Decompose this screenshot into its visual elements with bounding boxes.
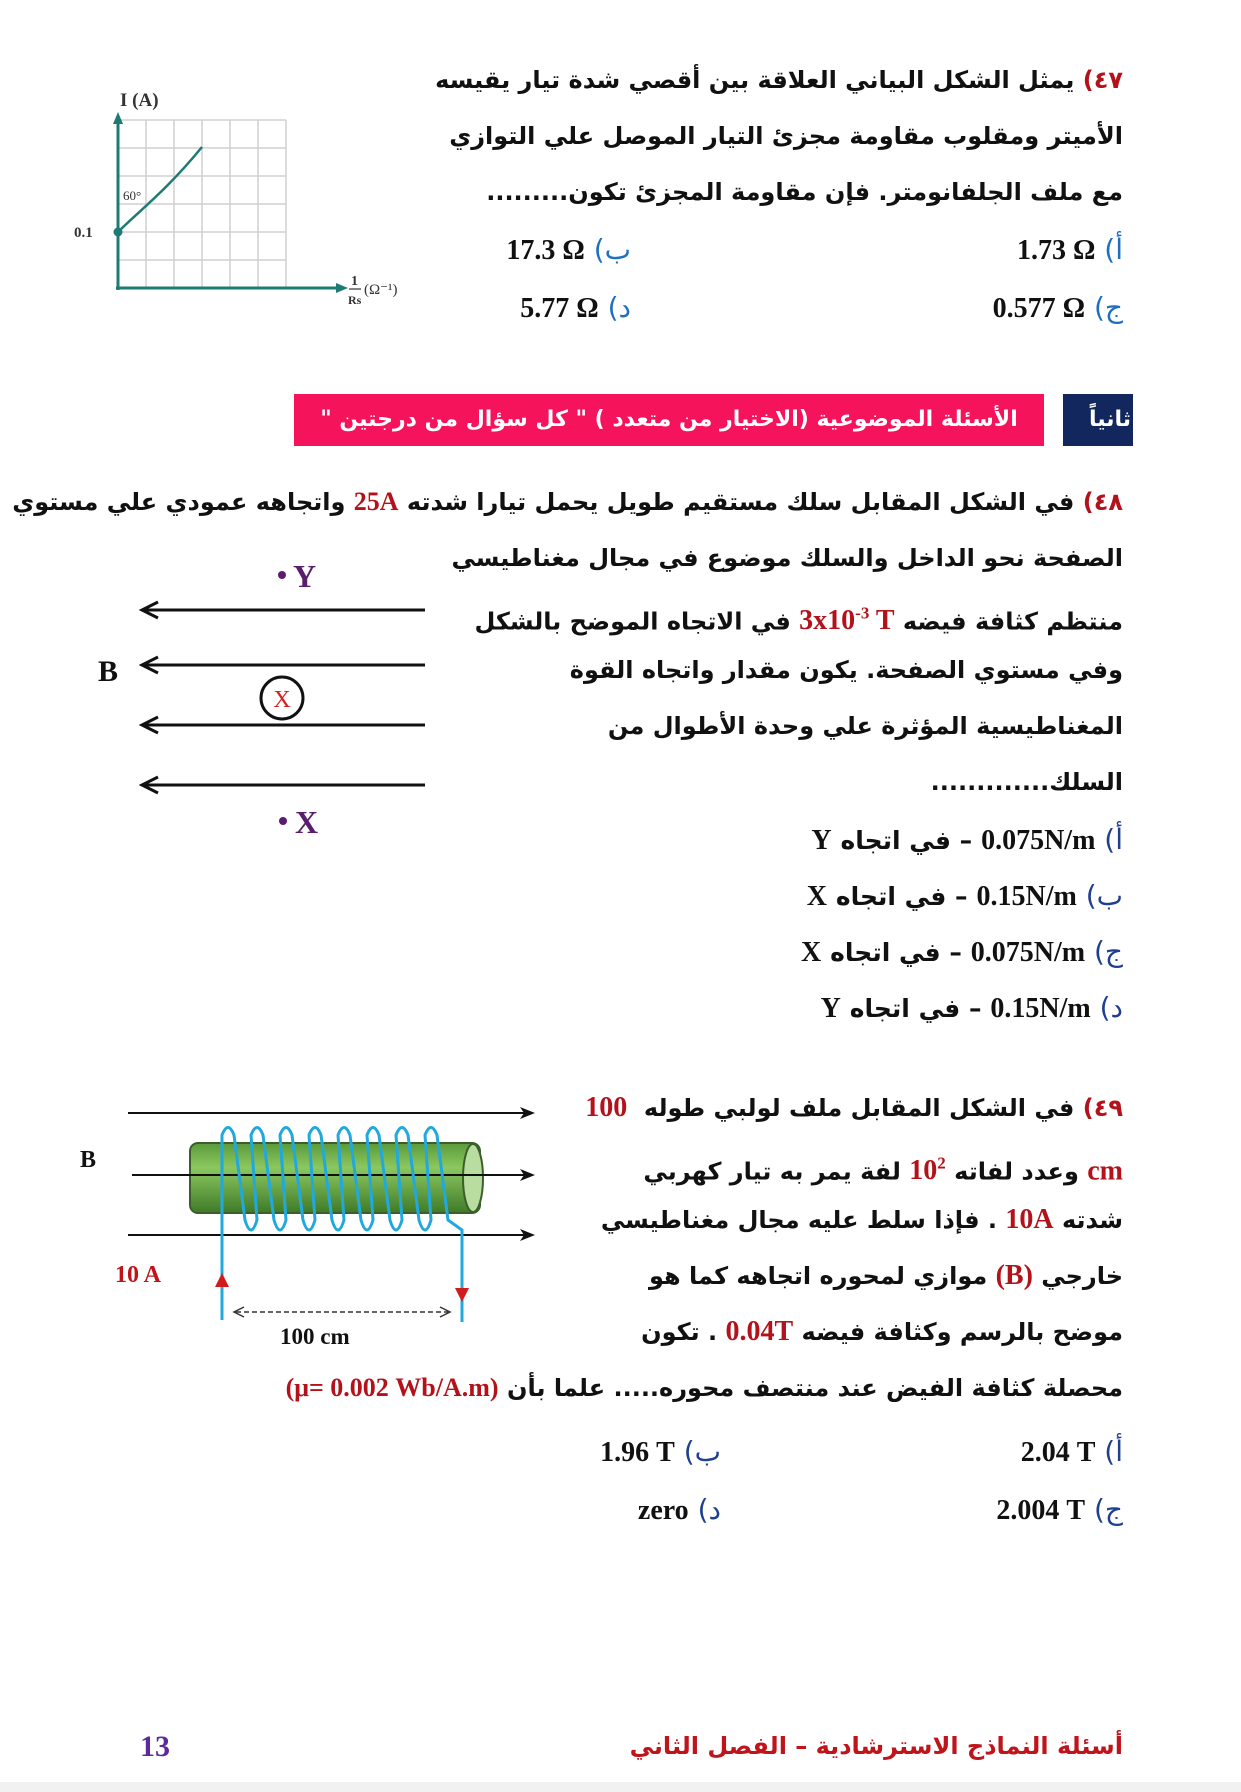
q48-line-3	[474, 586, 1123, 649]
q47-line-3: مع ملف الجلفانومتر. فإن مقاومة المجزئ تكون.........	[486, 178, 1123, 206]
point-y-label: Y	[293, 558, 317, 594]
q48-line-5: المغناطيسية المؤثرة علي وحدة الأطوال من	[607, 712, 1123, 740]
option-value: 0.075N/m	[981, 825, 1096, 856]
q48-text: في الاتجاه الموضح بالشكل	[474, 607, 791, 636]
point-x-dot	[279, 817, 287, 825]
current-in-arrow-icon	[215, 1273, 229, 1287]
option-value: 0.075N/m	[970, 937, 1086, 968]
page-number: 13	[140, 1730, 170, 1763]
field-label-b: B	[98, 655, 119, 688]
q49-text: خارجي	[1041, 1262, 1123, 1290]
option-value: 2.004 T	[996, 1495, 1086, 1526]
q48-line-1	[12, 474, 1123, 530]
y-axis-arrow-icon	[113, 112, 123, 124]
q48-text: واتجاهه عمودي علي مستوي	[12, 488, 346, 516]
q49-text: . فإذا سلط عليه مجال مغناطيسي	[600, 1206, 998, 1234]
q48-number: ٤٨)	[1082, 488, 1123, 516]
option-direction: X	[806, 881, 827, 912]
solenoid-current-label: 10 A	[115, 1262, 162, 1288]
option-label: ب)	[1085, 879, 1123, 912]
option-value: 0.15N/m	[976, 881, 1077, 912]
q48-flux-density: $3x10^{-3}$ T	[799, 604, 895, 637]
x-axis-unit: (Ω⁻¹)	[364, 282, 398, 298]
q49-option-c[interactable]	[996, 1482, 1123, 1539]
graph-grid	[118, 120, 286, 288]
q49-field-value: 0.04T	[725, 1316, 794, 1347]
option-label: أ)	[1104, 233, 1123, 266]
option-label: د)	[1099, 991, 1123, 1024]
q49-number: ٤٩)	[1082, 1094, 1123, 1122]
option-label: ب)	[683, 1435, 721, 1468]
q49-text: لفة يمر به تيار كهربي	[643, 1157, 901, 1186]
q49-length-value: 100	[585, 1092, 628, 1123]
x-axis-label-denominator: Rs	[348, 293, 362, 307]
q47-option-b[interactable]	[506, 222, 631, 279]
q48-current-value: 25A	[353, 487, 399, 516]
angle-label: 60°	[123, 188, 142, 203]
option-label: ج)	[1094, 935, 1123, 968]
section-banner: الأسئلة الموضوعية (الاختيار من متعدد ) " كل سؤال من درجتين "	[294, 394, 1044, 446]
q49-field-symbol: (B)	[995, 1260, 1033, 1291]
q48-option-d[interactable]	[821, 980, 1123, 1037]
q49-option-b[interactable]	[600, 1424, 721, 1481]
q48-line-4: وفي مستوي الصفحة. يكون مقدار واتجاه القوة	[569, 656, 1123, 684]
solenoid-field-label: B	[80, 1147, 97, 1173]
x-axis-arrow-icon	[336, 283, 348, 293]
option-direction: X	[801, 937, 822, 968]
option-label: ب)	[593, 233, 631, 266]
option-direction: Y	[811, 825, 832, 856]
q49-line-2	[643, 1136, 1123, 1199]
intercept-label: 0.1	[74, 225, 93, 241]
q48-option-a[interactable]	[811, 812, 1123, 869]
q49-option-d[interactable]	[638, 1482, 721, 1539]
option-text: – في اتجاه	[830, 938, 962, 967]
option-label: ج)	[1094, 1493, 1123, 1526]
core-end	[463, 1144, 483, 1212]
q49-text: موضح بالرسم وكثافة فيضه	[801, 1318, 1123, 1346]
option-value: 2.04 T	[1020, 1437, 1096, 1468]
q49-line-3	[601, 1192, 1123, 1248]
option-value: 17.3 Ω	[506, 235, 585, 266]
option-label: د)	[697, 1493, 721, 1526]
q49-text: في الشكل المقابل ملف لولبي طوله	[643, 1094, 1075, 1122]
current-out-arrow-icon	[455, 1288, 469, 1302]
q48-text: في الشكل المقابل سلك مستقيم طويل يحمل تيارا شدته	[406, 488, 1075, 516]
option-label: أ)	[1104, 823, 1123, 856]
q49-text: . تكون	[641, 1318, 718, 1346]
option-value: zero	[637, 1495, 689, 1526]
q47-line-1	[435, 52, 1123, 108]
option-text: – في اتجاه	[840, 826, 973, 855]
q49-permeability-value: (μ= 0.002 Wb/A.m)	[285, 1373, 499, 1402]
option-text: – في اتجاه	[835, 882, 968, 911]
option-label: ج)	[1094, 291, 1123, 324]
q47-line-2: الأميتر ومقلوب مقاومة مجزئ التيار الموصل علي التوازي	[449, 122, 1123, 150]
q49-line-4	[649, 1248, 1123, 1304]
q47-option-d[interactable]	[520, 280, 631, 337]
wire-symbol: X	[273, 687, 291, 713]
y-axis-label: I (A)	[120, 90, 159, 111]
footer-bar	[0, 1782, 1241, 1792]
q48-line-2: الصفحة نحو الداخل والسلك موضوع في مجال مغناطيسي	[451, 544, 1123, 572]
option-value: 5.77 Ω	[520, 293, 599, 324]
q49-length-unit: cm	[1087, 1155, 1123, 1187]
q47-number: ٤٧)	[1082, 66, 1123, 94]
solenoid-core	[190, 1143, 480, 1213]
q49-text: موازي لمحوره اتجاهه كما هو	[648, 1262, 988, 1290]
option-value: 1.73 Ω	[1016, 235, 1096, 266]
option-value: 1.96 T	[600, 1437, 675, 1468]
point-y-dot	[278, 571, 286, 579]
q49-text: شدته	[1061, 1206, 1123, 1234]
q49-text: محصلة كثافة الفيض عند منتصف محوره..... علما بأن	[506, 1374, 1123, 1402]
option-value: 0.577 Ω	[992, 293, 1086, 324]
q48-option-c[interactable]	[801, 924, 1123, 981]
q47-text-1: يمثل الشكل البياني العلاقة بين أقصي شدة تيار يقيسه	[435, 66, 1075, 94]
q49-figure	[70, 1090, 550, 1360]
intercept-point	[114, 228, 123, 237]
q49-line-5	[641, 1304, 1123, 1360]
q48-line-6: السلك.............	[930, 768, 1123, 796]
option-direction: Y	[820, 993, 841, 1024]
option-value: 0.15N/m	[990, 993, 1091, 1024]
q49-current-value: 10A	[1005, 1204, 1054, 1235]
footer-title: أسئلة النماذج الاسترشادية – الفصل الثاني	[629, 1732, 1123, 1760]
section-tag: ثانياً	[1063, 394, 1133, 446]
x-axis-label-numerator: 1	[351, 274, 358, 289]
q49-line-6	[286, 1360, 1123, 1416]
q48-option-b[interactable]	[807, 868, 1123, 925]
q47-graph	[70, 80, 430, 320]
q49-line-1	[585, 1080, 1123, 1136]
q49-turns-value: $10^2$	[909, 1154, 946, 1187]
q49-option-a[interactable]	[1021, 1424, 1123, 1481]
option-text: – في اتجاه	[849, 994, 982, 1023]
q49-text: وعدد لفاته	[954, 1157, 1079, 1186]
option-label: د)	[607, 291, 631, 324]
q48-figure	[80, 545, 440, 845]
point-x-label: X	[295, 804, 319, 840]
q48-text: منتظم كثافة فيضه	[902, 607, 1123, 636]
q47-option-c[interactable]	[993, 280, 1123, 337]
solenoid-length-label: 100 cm	[280, 1324, 350, 1349]
option-label: أ)	[1104, 1435, 1123, 1468]
q47-option-a[interactable]	[1017, 222, 1123, 279]
